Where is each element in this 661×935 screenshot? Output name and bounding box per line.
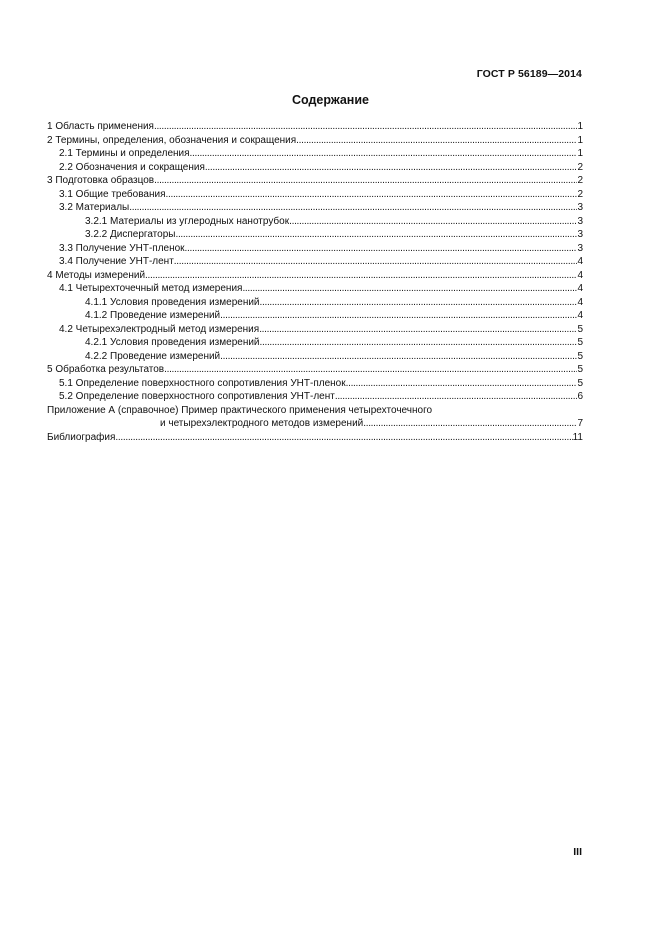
toc-leader-dots <box>164 363 577 377</box>
toc-leader-dots <box>220 309 577 323</box>
toc-entry-page: 11 <box>572 431 583 443</box>
toc-entry-page: 4 <box>577 283 583 294</box>
toc-leader-dots <box>220 350 577 364</box>
toc-leader-dots <box>260 296 578 310</box>
toc-entry-page: 3 <box>577 242 583 254</box>
toc-leader-dots <box>363 417 577 431</box>
toc-leader-dots <box>205 161 578 175</box>
toc-entry-page: 1 <box>577 134 583 146</box>
toc-entry[interactable] <box>47 404 583 418</box>
toc-entry-label: 3.3 Получение УНТ-пленок <box>59 242 185 254</box>
toc-entry-label: 3.2.2 Диспергаторы <box>85 229 176 240</box>
toc-entry-label: 2 Термины, определения, обозначения и сокращения <box>47 134 297 146</box>
toc-entry-label: 1 Область применения <box>47 121 154 132</box>
toc-entry-page: 2 <box>577 161 583 173</box>
toc-entry-page: 3 <box>577 229 583 240</box>
toc-entry[interactable] <box>47 417 583 431</box>
toc-leader-dots <box>346 377 578 391</box>
toc-entry-label: 4.2 Четырехэлектродный метод измерения <box>59 323 260 335</box>
toc-entry[interactable] <box>47 269 583 283</box>
toc-entry[interactable] <box>47 323 583 337</box>
toc-entry-label: 4 Методы измерений <box>47 269 146 281</box>
toc-entry-page: 4 <box>577 296 583 308</box>
table-of-contents <box>47 120 583 444</box>
toc-entry[interactable] <box>47 309 583 323</box>
toc-entry-page: 1 <box>577 148 583 159</box>
toc-entry-label: 4.1.2 Проведение измерений <box>85 310 221 321</box>
toc-entry-label: и четырехэлектродного методов измерений <box>160 418 364 429</box>
toc-entry[interactable] <box>47 336 583 350</box>
toc-entry-label: 5.2 Определение поверхностного сопротивления УНТ-лент <box>59 391 335 402</box>
toc-entry-page: 5 <box>577 364 583 375</box>
toc-entry-label: 3.2 Материалы <box>59 202 130 213</box>
toc-entry-label: 4.1.1 Условия проведения измерений <box>85 296 260 308</box>
toc-entry-page: 4 <box>577 310 583 321</box>
toc-entry-label: Приложение А (справочное) Пример практического применения четырехточечного <box>47 404 433 416</box>
toc-leader-dots <box>115 431 572 445</box>
toc-leader-dots <box>145 269 577 283</box>
toc-leader-dots <box>166 188 578 202</box>
toc-entry-page: 4 <box>577 269 583 281</box>
toc-entry-page: 7 <box>577 418 583 429</box>
toc-entry-label: 3.4 Получение УНТ-лент <box>59 256 174 267</box>
toc-entry[interactable] <box>47 390 583 404</box>
toc-leader-dots <box>259 323 577 337</box>
toc-entry-page: 5 <box>577 377 583 389</box>
toc-leader-dots <box>296 134 577 148</box>
toc-entry-label: 2.1 Термины и определения <box>59 148 190 159</box>
toc-leader-dots <box>175 228 577 242</box>
page-number: III <box>573 846 582 858</box>
toc-entry-label: 4.2.1 Условия проведения измерений <box>85 337 260 348</box>
toc-entry-label: 5.1 Определение поверхностного сопротивления УНТ-пленок <box>59 377 346 389</box>
toc-entry[interactable] <box>47 215 583 229</box>
toc-entry[interactable] <box>47 161 583 175</box>
toc-entry-page: 5 <box>577 350 583 362</box>
toc-entry[interactable] <box>47 188 583 202</box>
toc-entry-label: 2.2 Обозначения и сокращения <box>59 161 205 173</box>
toc-title: Содержание <box>291 93 369 107</box>
toc-leader-dots <box>154 174 577 188</box>
toc-leader-dots <box>129 201 577 215</box>
toc-entry-label: 4.1 Четырехточечный метод измерения <box>59 283 243 294</box>
toc-entry[interactable] <box>47 147 583 161</box>
toc-entry[interactable] <box>47 255 583 269</box>
toc-leader-dots <box>242 282 577 296</box>
toc-leader-dots <box>260 336 578 350</box>
toc-leader-dots <box>335 390 578 404</box>
toc-entry-page: 6 <box>577 391 583 402</box>
toc-leader-dots <box>190 147 578 161</box>
toc-leader-dots <box>289 215 577 229</box>
toc-entry-label: Библиография <box>47 431 116 443</box>
toc-entry-label: 3.2.1 Материалы из углеродных нанотрубок <box>85 215 290 227</box>
toc-entry-page: 3 <box>577 202 583 213</box>
toc-entry[interactable] <box>47 228 583 242</box>
toc-entry-page: 2 <box>577 175 583 186</box>
toc-entry-page: 5 <box>577 323 583 335</box>
toc-entry[interactable] <box>47 350 583 364</box>
toc-entry[interactable] <box>47 282 583 296</box>
toc-entry-page: 4 <box>577 256 583 267</box>
toc-entry[interactable] <box>47 242 583 256</box>
toc-entry-label: 5 Обработка результатов <box>47 364 165 375</box>
toc-entry[interactable] <box>47 174 583 188</box>
toc-entry-page: 2 <box>577 188 583 200</box>
toc-entry[interactable] <box>47 296 583 310</box>
toc-entry-label: 3 Подготовка образцов <box>47 175 155 186</box>
toc-entry[interactable] <box>47 363 583 377</box>
toc-entry-page: 3 <box>577 215 583 227</box>
toc-entry[interactable] <box>47 134 583 148</box>
toc-entry[interactable] <box>47 120 583 134</box>
document-code: ГОСТ Р 56189—2014 <box>476 68 582 80</box>
toc-entry-label: 4.2.2 Проведение измерений <box>85 350 221 362</box>
toc-entry[interactable] <box>47 201 583 215</box>
toc-leader-dots <box>174 255 578 269</box>
toc-entry-page: 5 <box>577 337 583 348</box>
toc-leader-dots <box>185 242 578 256</box>
toc-entry-page: 1 <box>577 121 583 132</box>
toc-entry-label: 3.1 Общие требования <box>59 188 166 200</box>
toc-leader-dots <box>154 120 577 134</box>
toc-entry[interactable] <box>47 377 583 391</box>
toc-entry[interactable] <box>47 431 583 445</box>
